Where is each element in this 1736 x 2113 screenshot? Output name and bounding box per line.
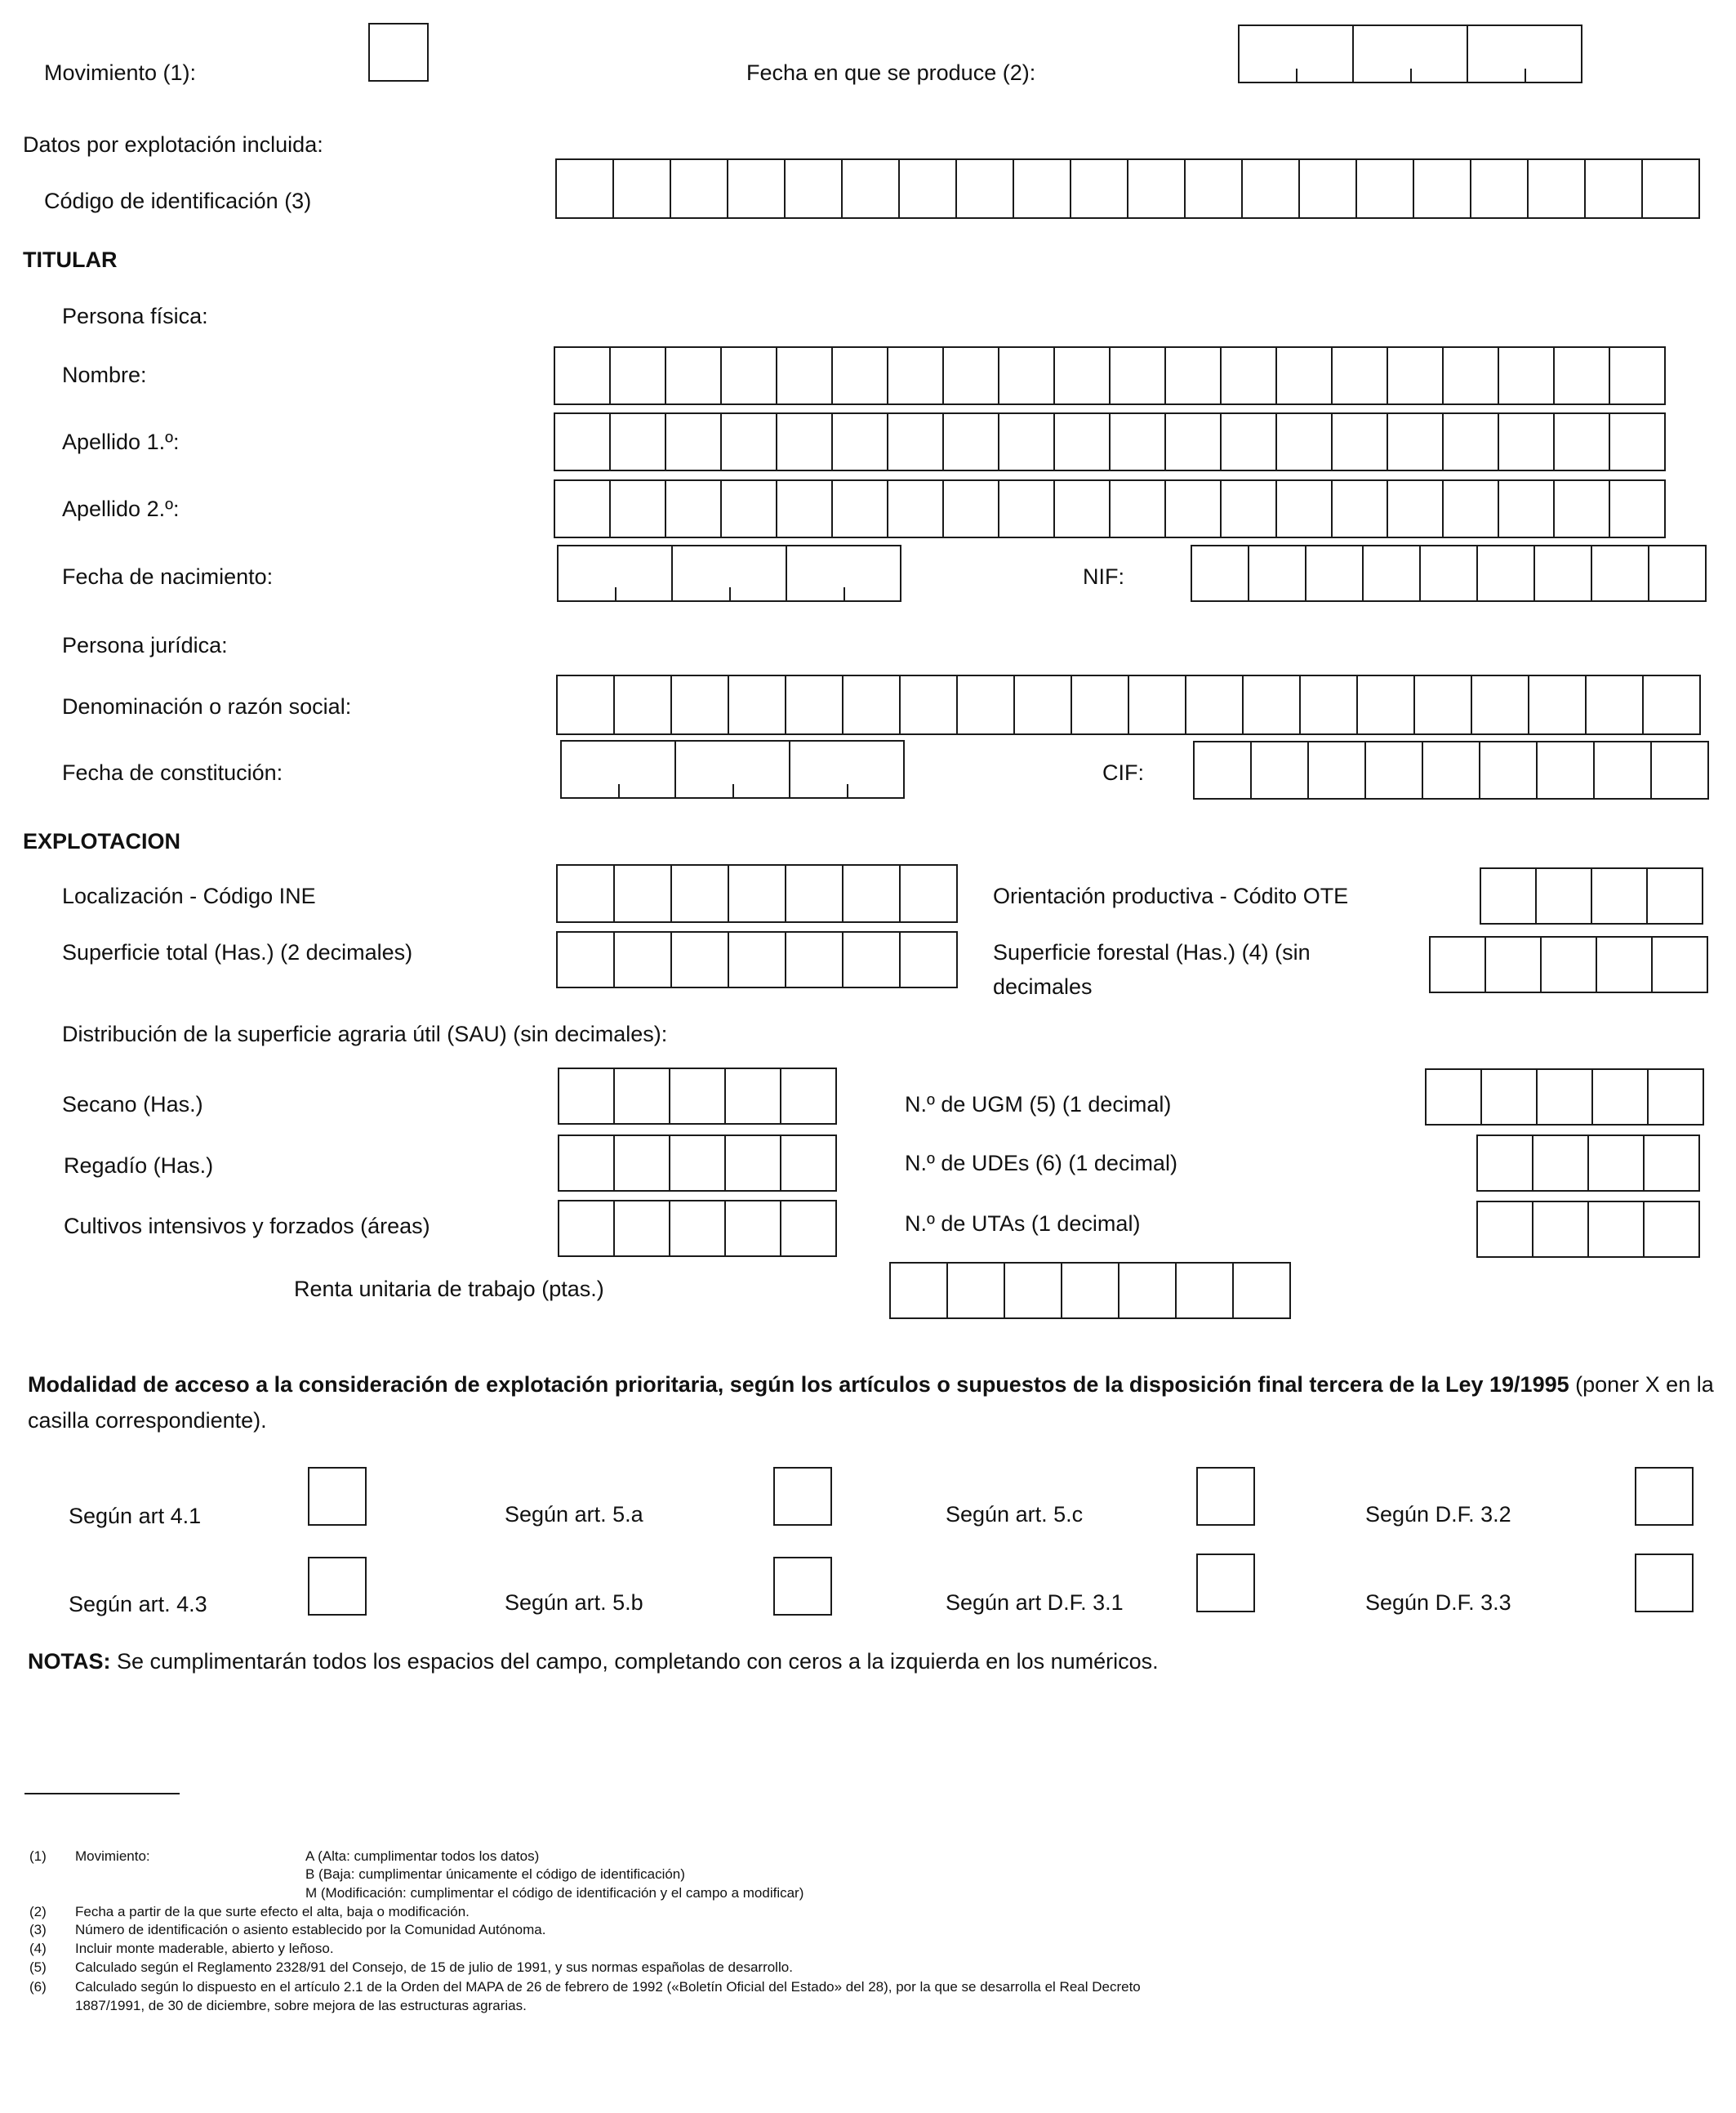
footnote-6-number: (6) — [29, 1979, 47, 1995]
footnote-1-b: B (Baja: cumplimentar únicamente el código de identificación) — [305, 1866, 685, 1882]
apellido2-label: Apellido 2.º: — [62, 497, 180, 521]
fecha-nacimiento-label: Fecha de nacimiento: — [62, 564, 274, 589]
codigo-identificacion-boxes[interactable] — [555, 158, 1700, 219]
apellido1-label: Apellido 1.º: — [62, 430, 180, 454]
secano-label: Secano (Has.) — [62, 1092, 203, 1117]
option-label-5-b: Según art. 5.b — [505, 1590, 643, 1615]
checkbox-df-3-1[interactable] — [1196, 1554, 1255, 1612]
footnote-1-a: A (Alta: cumplimentar todos los datos) — [305, 1848, 540, 1864]
checkbox-df-3-2[interactable] — [1635, 1467, 1694, 1526]
renta-label: Renta unitaria de trabajo (ptas.) — [294, 1277, 604, 1301]
superficie-total-label: Superficie total (Has.) (2 decimales) — [62, 940, 413, 965]
superficie-forestal-label-cont: decimales — [993, 974, 1093, 999]
regadio-boxes[interactable] — [558, 1135, 837, 1192]
orientacion-boxes[interactable] — [1480, 867, 1703, 925]
option-label-4-3: Según art. 4.3 — [69, 1592, 207, 1616]
modalidad-paragraph — [28, 1366, 1726, 1438]
superficie-total-boxes[interactable] — [556, 931, 958, 988]
footnote-2-number: (2) — [29, 1904, 47, 1919]
cif-boxes[interactable] — [1193, 741, 1709, 800]
footnote-1-m: M (Modificación: cumplimentar el código de identificación y el campo a modificar) — [305, 1885, 804, 1901]
option-label-df-3-2: Según D.F. 3.2 — [1365, 1502, 1511, 1527]
footnote-4: Incluir monte maderable, abierto y leñoso. — [75, 1941, 334, 1956]
cultivos-label: Cultivos intensivos y forzados (áreas) — [64, 1214, 430, 1238]
option-label-5-c: Según art. 5.c — [946, 1502, 1084, 1527]
fecha-constitucion-label: Fecha de constitución: — [62, 760, 283, 785]
movimiento-box[interactable] — [368, 23, 429, 82]
cif-label: CIF: — [1102, 760, 1144, 785]
option-label-5-a: Según art. 5.a — [505, 1502, 643, 1527]
fecha-nacimiento-boxes[interactable] — [557, 545, 901, 602]
apellido1-boxes[interactable] — [554, 412, 1666, 471]
utas-boxes[interactable] — [1476, 1201, 1700, 1258]
ugm-label: N.º de UGM (5) (1 decimal) — [905, 1092, 1172, 1117]
nif-label: NIF: — [1083, 564, 1124, 589]
secano-boxes[interactable] — [558, 1068, 837, 1125]
cultivos-boxes[interactable] — [558, 1200, 837, 1257]
footnote-4-number: (4) — [29, 1941, 47, 1956]
modalidad-text-normal: (poner X en la casilla correspondiente). — [28, 1372, 1714, 1433]
localizacion-label: Localización - Código INE — [62, 884, 316, 908]
udes-boxes[interactable] — [1476, 1135, 1700, 1192]
notas-label: NOTAS: — [28, 1649, 111, 1674]
footnote-6b: 1887/1991, de 30 de diciembre, sobre mejora de las estructuras agrarias. — [75, 1998, 527, 2013]
footnote-3-number: (3) — [29, 1922, 47, 1937]
udes-label: N.º de UDEs (6) (1 decimal) — [905, 1151, 1177, 1175]
footnote-5-number: (5) — [29, 1959, 47, 1975]
nombre-label: Nombre: — [62, 363, 147, 387]
nif-boxes[interactable] — [1191, 545, 1707, 602]
footnote-1-number: (1) — [29, 1848, 47, 1864]
apellido2-boxes[interactable] — [554, 479, 1666, 538]
ugm-boxes[interactable] — [1425, 1068, 1704, 1126]
superficie-forestal-boxes[interactable] — [1429, 936, 1708, 993]
codigo-identificacion-label: Código de identificación (3) — [44, 189, 312, 213]
renta-boxes[interactable] — [889, 1262, 1291, 1319]
checkbox-art-5-b[interactable] — [773, 1557, 832, 1616]
fecha-constitucion-boxes[interactable] — [560, 740, 905, 799]
checkbox-df-3-3[interactable] — [1635, 1554, 1694, 1612]
titular-heading: TITULAR — [23, 247, 118, 272]
movimiento-label: Movimiento (1): — [44, 60, 197, 85]
superficie-forestal-label: Superficie forestal (Has.) (4) (sin — [993, 940, 1311, 965]
nombre-boxes[interactable] — [554, 346, 1666, 405]
footnote-3: Número de identificación o asiento establecido por la Comunidad Autónoma. — [75, 1922, 546, 1937]
orientacion-label: Orientación productiva - Códito OTE — [993, 884, 1349, 908]
checkbox-art-4-3[interactable] — [308, 1557, 367, 1616]
explotacion-heading: EXPLOTACION — [23, 829, 181, 854]
localizacion-boxes[interactable] — [556, 864, 958, 923]
notas-paragraph — [28, 1648, 1159, 1674]
distribucion-sau-label: Distribución de la superficie agraria útil (SAU) (sin decimales): — [62, 1022, 668, 1046]
checkbox-art-4-1[interactable] — [308, 1467, 367, 1526]
utas-label: N.º de UTAs (1 decimal) — [905, 1211, 1141, 1236]
modalidad-text-bold: Modalidad de acceso a la consideración de explotación prioritaria, según los artículos o supuestos de la disposición final tercera de la Ley 19/1995 — [28, 1372, 1569, 1397]
notas-text: Se cumplimentarán todos los espacios del campo, completando con ceros a la izquierda en los numéricos. — [110, 1649, 1159, 1674]
denominacion-boxes[interactable] — [556, 675, 1701, 735]
option-label-4-1: Según art 4.1 — [69, 1504, 202, 1528]
denominacion-label: Denominación o razón social: — [62, 694, 352, 719]
persona-juridica-label: Persona jurídica: — [62, 633, 228, 658]
footnote-2: Fecha a partir de la que surte efecto el alta, baja o modificación. — [75, 1904, 470, 1919]
persona-fisica-label: Persona física: — [62, 304, 208, 328]
footnote-1-label: Movimiento: — [75, 1848, 150, 1864]
footnote-5: Calculado según el Reglamento 2328/91 del Consejo, de 15 de julio de 1991, y sus normas españolas de desarrollo. — [75, 1959, 793, 1975]
checkbox-art-5-c[interactable] — [1196, 1467, 1255, 1526]
fecha-produce-boxes[interactable] — [1238, 25, 1582, 83]
regadio-label: Regadío (Has.) — [64, 1153, 214, 1178]
footnote-separator — [24, 1793, 180, 1794]
checkbox-art-5-a[interactable] — [773, 1467, 832, 1526]
option-label-df-3-3: Según D.F. 3.3 — [1365, 1590, 1511, 1615]
fecha-produce-label: Fecha en que se produce (2): — [746, 60, 1036, 85]
datos-explotacion-label: Datos por explotación incluida: — [23, 132, 323, 157]
footnote-6a: Calculado según lo dispuesto en el artículo 2.1 de la Orden del MAPA de 26 de febrero de 1992 («Boletín Oficial del Estado» del 28), por la que se desarrolla el Real Decreto — [75, 1979, 1141, 1995]
option-label-df-3-1: Según art D.F. 3.1 — [946, 1590, 1124, 1615]
